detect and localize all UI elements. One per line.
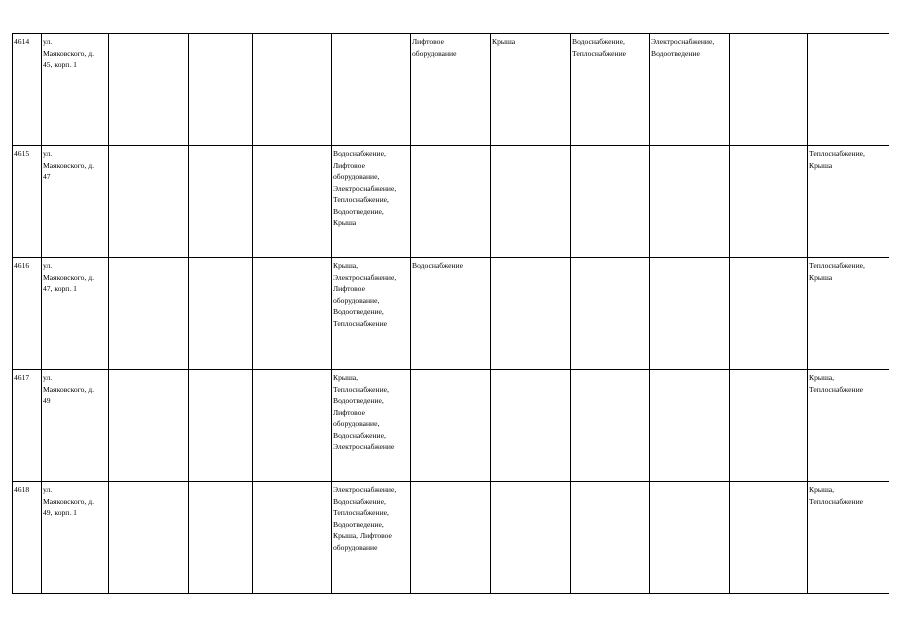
table-row bbox=[13, 370, 889, 482]
table-cell bbox=[332, 258, 411, 370]
table-cell bbox=[571, 258, 650, 370]
cell-text: 4615 bbox=[14, 149, 30, 158]
table-cell bbox=[491, 258, 571, 370]
table-cell bbox=[189, 258, 253, 370]
table-cell bbox=[808, 258, 889, 370]
cell-text-line: Водоснабжение, bbox=[333, 496, 386, 506]
cell-text-line: Электроснабжение, bbox=[333, 183, 397, 193]
cell-text-line: Маяковского, д. bbox=[43, 160, 95, 170]
cell-text-line: Теплоснабжение, bbox=[333, 508, 389, 517]
table-cell bbox=[650, 258, 730, 370]
cell-text-line: Крыша bbox=[492, 37, 516, 46]
cell-text-line: Водоотведение bbox=[651, 48, 700, 58]
cell-text-line: Теплоснабжение bbox=[572, 48, 627, 58]
table-cell bbox=[13, 34, 42, 146]
cell-text-line: ул. bbox=[43, 373, 53, 382]
table-cell bbox=[411, 258, 491, 370]
cell-text-line: ул. bbox=[43, 485, 53, 494]
table-cell bbox=[332, 482, 411, 594]
table-cell bbox=[189, 482, 253, 594]
cell-text-line: Теплоснабжение, bbox=[809, 149, 865, 158]
table-cell bbox=[13, 258, 42, 370]
cell-text-line: оборудование bbox=[333, 542, 378, 552]
cell-text-line: Маяковского, д. bbox=[43, 496, 95, 506]
cell-text-line: Маяковского, д. bbox=[43, 48, 95, 58]
table-cell bbox=[109, 34, 189, 146]
cell-text-line: оборудование, bbox=[333, 419, 380, 428]
cell-text-line: Водоснабжение, bbox=[333, 430, 386, 440]
cell-text-line: ул. bbox=[43, 149, 53, 158]
cell-text-line: Теплоснабжение bbox=[809, 496, 864, 506]
cell-text-line: 49 bbox=[43, 396, 51, 405]
table-cell bbox=[491, 482, 571, 594]
cell-text-line: Крыша, Лифтовое bbox=[333, 531, 392, 540]
table-cell bbox=[411, 34, 491, 146]
table-cell bbox=[42, 370, 109, 482]
table-cell bbox=[411, 482, 491, 594]
cell-text-line: 47, корп. 1 bbox=[43, 284, 77, 293]
cell-text-line: Водоснабжение, bbox=[333, 149, 386, 158]
table-cell bbox=[189, 34, 253, 146]
cell-text-line: Водоотведение, bbox=[333, 519, 384, 529]
cell-text-line: Теплоснабжение, bbox=[333, 195, 389, 204]
cell-text-line: ул. bbox=[43, 37, 53, 46]
cell-text-line: оборудование, bbox=[333, 295, 380, 305]
table-row bbox=[13, 482, 889, 594]
table-cell bbox=[253, 34, 332, 146]
cell-text-line: Теплоснабжение, bbox=[809, 261, 865, 270]
table-cell bbox=[109, 258, 189, 370]
cell-text: 4617 bbox=[14, 373, 30, 382]
table-cell bbox=[730, 370, 808, 482]
cell-text-line: Маяковского, д. bbox=[43, 384, 95, 394]
table-row bbox=[13, 34, 889, 146]
table-cell bbox=[808, 482, 889, 594]
table-cell bbox=[571, 370, 650, 482]
cell-text-line: Лифтовое bbox=[333, 284, 365, 293]
table-cell bbox=[13, 482, 42, 594]
cell-text: 4616 bbox=[14, 261, 30, 270]
cell-text: 4614 bbox=[14, 37, 30, 46]
cell-text-line: 49, корп. 1 bbox=[43, 508, 77, 517]
cell-text-line: Водоотведение, bbox=[333, 396, 384, 405]
cell-text-line: ул. bbox=[43, 261, 53, 270]
table-cell bbox=[253, 258, 332, 370]
table-cell bbox=[332, 146, 411, 258]
cell-text-line: Крыша bbox=[809, 272, 833, 282]
table-cell bbox=[808, 146, 889, 258]
cell-text-line: Водоотведение, bbox=[333, 307, 384, 316]
cell-text-line: Теплоснабжение bbox=[809, 384, 864, 394]
table-cell bbox=[650, 34, 730, 146]
table-cell bbox=[13, 146, 42, 258]
table-cell bbox=[650, 482, 730, 594]
table-cell bbox=[571, 482, 650, 594]
table-body bbox=[13, 34, 889, 594]
table-cell bbox=[730, 34, 808, 146]
cell-text-line: Лифтовое bbox=[412, 37, 444, 46]
table-cell bbox=[42, 482, 109, 594]
schedule-table bbox=[12, 33, 889, 594]
table-cell bbox=[109, 370, 189, 482]
cell-text-line: Крыша, bbox=[809, 373, 835, 382]
table-cell bbox=[42, 34, 109, 146]
table-cell bbox=[189, 370, 253, 482]
table-cell bbox=[109, 146, 189, 258]
table-cell bbox=[332, 34, 411, 146]
table-cell bbox=[411, 146, 491, 258]
table-cell bbox=[42, 146, 109, 258]
table-cell bbox=[42, 258, 109, 370]
cell-text-line: 47 bbox=[43, 172, 51, 181]
table-cell bbox=[571, 146, 650, 258]
table-cell bbox=[730, 258, 808, 370]
table-cell bbox=[571, 34, 650, 146]
table-cell bbox=[109, 482, 189, 594]
table-cell bbox=[491, 34, 571, 146]
cell-text-line: Крыша, bbox=[809, 485, 835, 494]
cell-text-line: Теплоснабжение, bbox=[333, 384, 389, 394]
cell-text-line: оборудование bbox=[412, 48, 457, 58]
table-cell bbox=[13, 370, 42, 482]
cell-text-line: Крыша bbox=[809, 160, 833, 170]
cell-text-line: Электроснабжение, bbox=[333, 485, 397, 494]
table-row bbox=[13, 146, 889, 258]
table-cell bbox=[491, 370, 571, 482]
table-cell bbox=[491, 146, 571, 258]
cell-text-line: Водоотведение, bbox=[333, 206, 384, 216]
table-cell bbox=[411, 370, 491, 482]
table-cell bbox=[253, 482, 332, 594]
cell-text-line: Лифтовое bbox=[333, 407, 365, 417]
cell-text-line: Крыша, bbox=[333, 373, 359, 382]
table-cell bbox=[253, 146, 332, 258]
cell-text-line: Теплоснабжение bbox=[333, 318, 388, 328]
cell-text-line: Водоснабжение, bbox=[572, 37, 625, 46]
table-cell bbox=[808, 34, 889, 146]
table-cell bbox=[730, 146, 808, 258]
table-row bbox=[13, 258, 889, 370]
cell-text-line: Лифтовое bbox=[333, 160, 365, 170]
cell-text-line: Крыша, bbox=[333, 261, 359, 270]
cell-text-line: Крыша bbox=[333, 218, 357, 227]
table-cell bbox=[650, 370, 730, 482]
table-cell bbox=[650, 146, 730, 258]
cell-text-line: 45, корп. 1 bbox=[43, 60, 77, 69]
cell-text-line: оборудование, bbox=[333, 172, 380, 181]
table-cell bbox=[189, 146, 253, 258]
cell-text-line: Маяковского, д. bbox=[43, 272, 95, 282]
cell-text-line: Электроснабжение, bbox=[333, 272, 397, 282]
table-cell bbox=[808, 370, 889, 482]
table-cell bbox=[730, 482, 808, 594]
cell-text-line: Водоснабжение bbox=[412, 261, 463, 270]
table-cell bbox=[253, 370, 332, 482]
cell-text: 4618 bbox=[14, 485, 30, 494]
cell-text-line: Электроснабжение, bbox=[651, 37, 715, 46]
cell-text-line: Электроснабжение bbox=[333, 442, 395, 451]
table-cell bbox=[332, 370, 411, 482]
